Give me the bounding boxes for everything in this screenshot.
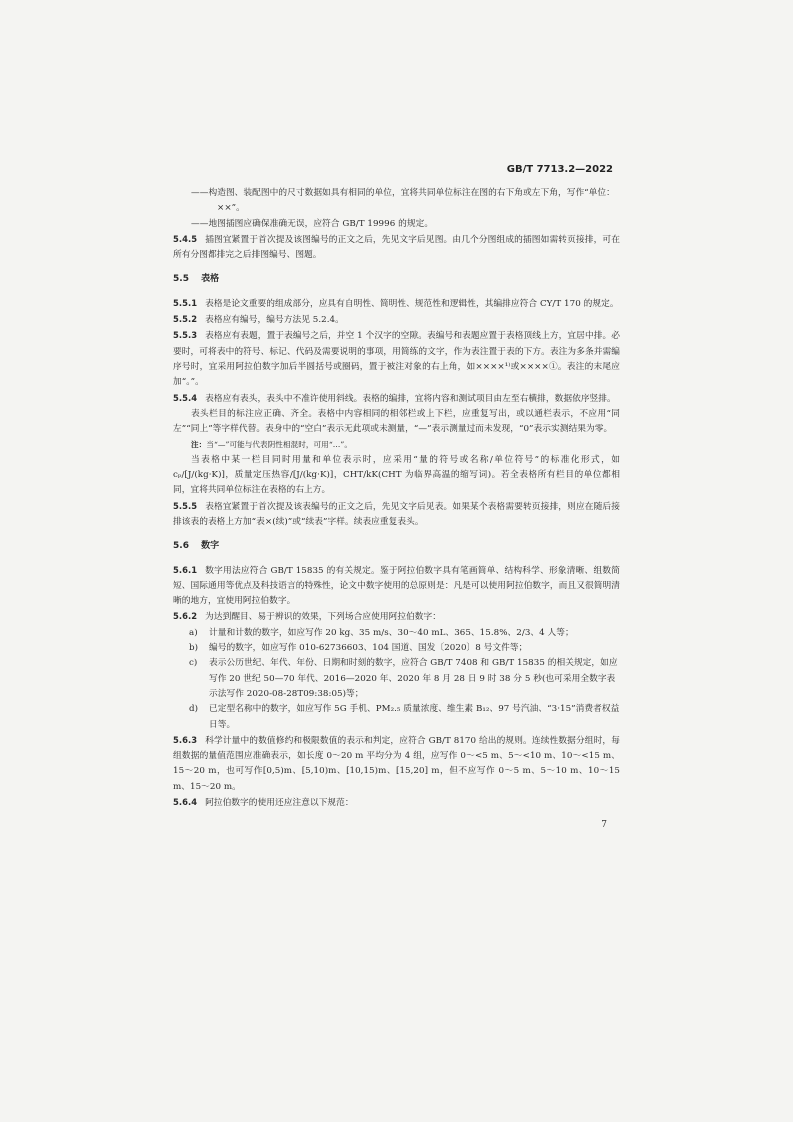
clause-text: 表格应有表题，置于表编号之后，并空 1 个汉字的空隙。表编号和表题应置于表格顶线上方，宜居中排。必要时，可将表中的符号、标记、代码及需要说明的事项，用简练的文字，作为表注置于表的下方。表注为多条并需编序号时，宜采用阿拉伯数字加后半圆括号或圈码，置于被注对象的右上角，如××××¹⁾或××××①。表注的末尾应加“。”。 xyxy=(173,331,620,388)
page-number: 7 xyxy=(601,820,607,830)
clause-5-4-5 xyxy=(173,232,620,264)
list-text: 表示公历世纪、年代、年份、日期和时刻的数字，应符合 GB/T 7408 和 GB/T 15835 的相关规定，如应写作 20 世纪 50—70 年代、2016—2020 年、2020 年 8 月 28 日 9 时 38 分 5 秒(也可采用全数字表示法写作 2020-08-28T09:38:05)等； xyxy=(209,658,618,699)
paragraph-table-header-rules: 表头栏目的标注应正确、齐全。表格中内容相同的相邻栏或上下栏，应重复写出，或以通栏表示，不应用“同左”“同上”等字样代替。表身中的“空白”表示无此项或未测量，“—”表示测量过而未发现，“0”表示实测结果为零。 xyxy=(173,408,620,435)
clause-5-6-1 xyxy=(173,563,620,610)
clause-number: 5.6.3 xyxy=(173,734,198,745)
clause-text: 为达到醒目、易于辨识的效果，下列场合应使用阿拉伯数字： xyxy=(205,612,442,623)
list-label: b) xyxy=(189,643,199,654)
list-label: d) xyxy=(189,704,199,715)
standard-code-header: GB/T 7713.2—2022 xyxy=(506,164,613,175)
clause-number: 5.6.2 xyxy=(173,611,198,622)
section-heading-tables xyxy=(173,272,620,287)
clause-5-5-4 xyxy=(173,391,620,407)
clause-number: 5.6.1 xyxy=(173,564,198,575)
clause-number: 5.4.5 xyxy=(173,233,198,244)
clause-number: 5.6.4 xyxy=(173,796,198,807)
clause-number: 5.5.5 xyxy=(173,500,198,511)
clause-5-5-5 xyxy=(173,499,620,531)
list-item-d xyxy=(173,702,620,733)
section-number: 5.6 xyxy=(173,541,190,552)
clause-5-5-1 xyxy=(173,296,620,312)
list-item-c xyxy=(173,656,620,702)
clause-5-5-2 xyxy=(173,312,620,328)
list-text: 已定型名称中的数字，如应写作 5G 手机、PM₂.₅ 质量浓度、维生素 B₁₂、97 号汽油、“3·15”消费者权益日等。 xyxy=(209,704,620,730)
list-text: 计量和计数的数字，如应写作 20 kg、35 m/s、30～40 mL、365、15.8%、2/3、4 人等； xyxy=(209,627,574,638)
note-text: 当“—”可能与代表阴性相混时，可用“…”。 xyxy=(206,440,352,450)
list-text: 编号的数字，如应写作 010-62736603、104 国道、国发〔2020〕8 号文件等； xyxy=(209,643,528,654)
list-label: c) xyxy=(189,658,198,669)
clause-5-6-2 xyxy=(173,609,620,625)
section-title: 数字 xyxy=(201,541,220,552)
paragraph-unit-notation: 当表格中某一栏目同时用量和单位表示时，应采用“量的符号或名称/单位符号”的标准化形式，如 cₚ/[J/(kg·K)]，质量定压热容/[J/(kg·K)]，CHT/kK(CHT 为临界高温的缩写词)。若全表格所有栏目的单位都相同，宜将共同单位标注在表格的右上方。 xyxy=(173,454,620,496)
clause-number: 5.5.4 xyxy=(173,392,198,403)
clause-text: 插图宜紧置于首次提及该图编号的正文之后，先见文字后见图。由几个分图组成的插图如需转页接排，可在所有分图都排完之后排图编号、图题。 xyxy=(173,234,620,261)
section-number: 5.5 xyxy=(173,274,190,285)
list-item-b xyxy=(173,641,620,656)
clause-number: 5.5.1 xyxy=(173,297,198,308)
clause-text: 表格应有表头，表头中不准许使用斜线。表格的编排，宜将内容和测试项目由左至右横排，数据依序竖排。 xyxy=(205,393,616,404)
body-text xyxy=(173,186,620,811)
clause-number: 5.5.2 xyxy=(173,314,198,325)
section-title: 表格 xyxy=(201,274,220,285)
section-heading-numbers xyxy=(173,539,620,554)
clause-text: 科学计量中的数值修约和极限数值的表示和判定，应符合 GB/T 8170 给出的规则。连续性数据分组时，每组数据的量值范围应准确表示，如长度 0～20 m 平均分为 4 组，应写作 0～<5 m、5～<10 m、10～<15 m、15～20 m，也可写作[0,5)m、[5,10)m、[10,15)m、[15,20] m，但不应写作 0～5 m、5～10 m、10～15 m、15～20 m。 xyxy=(173,735,620,792)
clause-5-5-3 xyxy=(173,328,620,390)
bullet-map-figure: ——地图插图应确保准确无误，应符合 GB/T 19996 的规定。 xyxy=(191,218,434,229)
list-item-a xyxy=(173,626,620,641)
bullet-assembly-drawing: ——构造图、装配图中的尺寸数据如具有相同的单位，宜将共同单位标注在图的右下角或左下角，写作“单位：××”。 xyxy=(191,188,615,214)
list-label: a) xyxy=(189,627,198,638)
clause-5-6-4 xyxy=(173,795,620,811)
note-label: 注： xyxy=(191,440,207,450)
clause-text: 表格宜紧置于首次提及该表编号的正文之后，先见文字后见表。如果某个表格需要转页接排，则应在随后接排该表的表格上方加“表×(续)”或“续表”字样。续表应重复表头。 xyxy=(173,501,620,527)
clause-text: 数字用法应符合 GB/T 15835 的有关规定。鉴于阿拉伯数字具有笔画简单、结构科学、形象清晰、组数简短、国际通用等优点及科技语言的特殊性，论文中数字使用的总原则是：凡是可以使用阿拉伯数字，而且又很简明清晰的地方，宜使用阿拉伯数字。 xyxy=(173,565,620,607)
clause-text: 表格是论文重要的组成部分，应具有自明性、简明性、规范性和逻辑性，其编排应符合 CY/T 170 的规定。 xyxy=(205,298,619,309)
clause-text: 阿拉伯数字的使用还应注意以下规范： xyxy=(205,797,354,808)
clause-text: 表格应有编号，编号方法见 5.2.4。 xyxy=(205,315,344,326)
clause-5-6-3 xyxy=(173,733,620,795)
note xyxy=(173,437,620,452)
clause-number: 5.5.3 xyxy=(173,330,198,341)
